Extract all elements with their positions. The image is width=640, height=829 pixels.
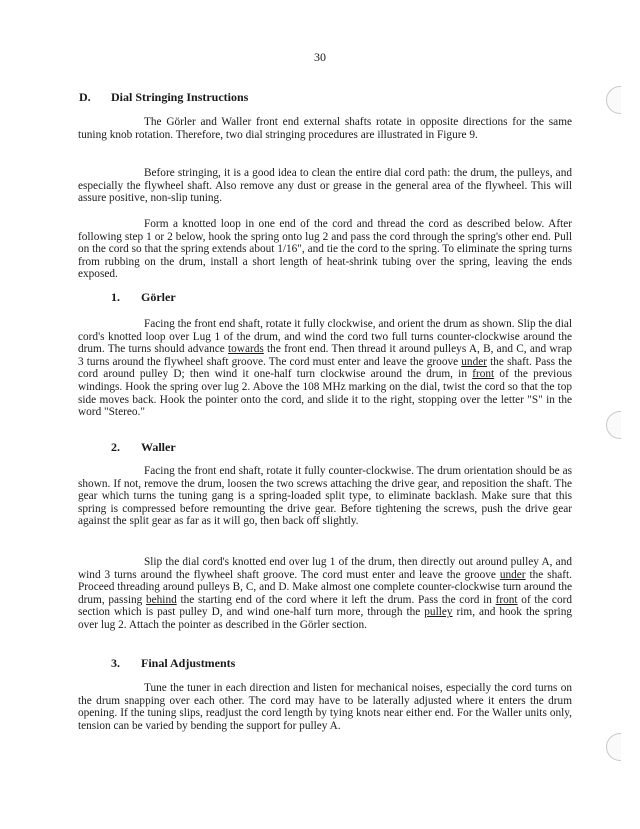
intro-paragraph: The Görler and Waller front end external shafts rotate in opposite directions for the same tuning knob rotation. Therefore, two dial stringing procedures are illustrated in Figure 9. bbox=[78, 116, 572, 141]
underlined-word: front bbox=[495, 593, 518, 606]
subsection-number: 2. bbox=[111, 440, 120, 454]
text-run: the starting end of the cord where it left the drum. Pass the cord in bbox=[176, 593, 496, 606]
binder-hole bbox=[606, 86, 621, 114]
underlined-word: under bbox=[499, 568, 526, 581]
subsection-heading-final bbox=[111, 656, 235, 671]
section-letter: D. bbox=[79, 90, 91, 104]
text-run: the shaft. Pass the cord around pulley D; then wind it one-half turn clockwise around the drum, in bbox=[78, 355, 572, 381]
subsection-heading-gorler bbox=[111, 290, 176, 305]
text-run: the front end. Then thread it around pulleys A, B, and C, and wrap 3 turns around the flywheel shaft groove. The cord must enter and leave the groove bbox=[78, 343, 573, 368]
waller-paragraph: Facing the front end shaft, rotate it fully counter-clockwise. The drum orientation should be as shown. If not, remove the drum, loosen the two screws attaching the drive gear, and reposition the shaft. The gear which turns the tuning gang is a spring-loaded split type, to eliminate backlash. Make sure that this spring is compressed before remounting the drive gear. Before tightening the screws, push the drive gear against the split gear as far as it will go, then back off slightly. bbox=[78, 465, 572, 528]
underlined-word: pulley bbox=[424, 606, 453, 619]
underlined-word: front bbox=[472, 368, 495, 381]
text-run: Slip the dial cord's knotted end over lug 1 of the drum, then directly out around pulley A, and wind 3 turns around the flywheel shaft groove. The cord must enter and leave the groove bbox=[78, 556, 572, 581]
section-title: Dial Stringing Instructions bbox=[111, 90, 249, 104]
intro-paragraph: Form a knotted loop in one end of the cord and thread the cord as described below. After following step 1 or 2 below, hook the spring onto lug 2 and pass the cord through the spring's other end. Pull on the cord so that the spring extends about 1/16", and tie the cord to the spring. To eliminate the spring turns from rubbing on the drum, install a short length of heat-shrink tubing over the spring, leaving the ends exposed. bbox=[78, 218, 572, 281]
subsection-title: Görler bbox=[141, 290, 176, 304]
binder-hole bbox=[606, 733, 621, 761]
subsection-title: Final Adjustments bbox=[141, 656, 236, 670]
underlined-word: under bbox=[461, 355, 488, 368]
underlined-word: towards bbox=[228, 343, 264, 356]
text-run: of the cord section which is past pulley D, and wind one-half turn more, through the bbox=[78, 593, 573, 619]
text-run: rim, and hook the spring over lug 2. Attach the pointer as described in the Görler section. bbox=[78, 606, 572, 631]
text-run: Facing the front end shaft, rotate it fully clockwise, and orient the drum as shown. Slip the dial cord's knotted loop over Lug 1 of the drum, and wind the cord two full turns counter-clockwise around the drum. The turns should advance bbox=[78, 318, 572, 356]
text-run: of the previous windings. Hook the spring over lug 2. Above the 108 MHz marking on the dial, twist the cord so that the top side moves back. Hook the pointer onto the cord, and slide it to the right, stopping over the letter "S" in the word "Stereo." bbox=[78, 368, 573, 419]
section-heading bbox=[79, 90, 248, 105]
waller-paragraph bbox=[78, 556, 572, 632]
text-run: the shaft. Proceed threading around pulleys B, C, and D. Make almost one complete counter-clockwise turn around the drum, passing bbox=[78, 568, 573, 606]
subsection-number: 3. bbox=[111, 656, 120, 670]
final-paragraph: Tune the tuner in each direction and listen for mechanical noises, especially the cord turns on the drum snapping over each other. The cord may have to be laterally adjusted where it enters the drum opening. If the tuning slips, readjust the cord length by tying knots near either end. For the Waller units only, tension can be varied by bending the support for pulley A. bbox=[78, 682, 572, 732]
underlined-word: behind bbox=[146, 593, 177, 606]
subsection-heading-waller bbox=[111, 440, 176, 455]
gorler-paragraph bbox=[78, 318, 572, 419]
subsection-title: Waller bbox=[141, 440, 176, 454]
page-number: 30 bbox=[314, 50, 326, 64]
binder-hole bbox=[606, 411, 621, 439]
intro-paragraph: Before stringing, it is a good idea to clean the entire dial cord path: the drum, the pulleys, and especially the flywheel shaft. Also remove any dust or grease in the general area of the flywheel. This will assure positive, non-slip tuning. bbox=[78, 167, 572, 205]
subsection-number: 1. bbox=[111, 290, 120, 304]
